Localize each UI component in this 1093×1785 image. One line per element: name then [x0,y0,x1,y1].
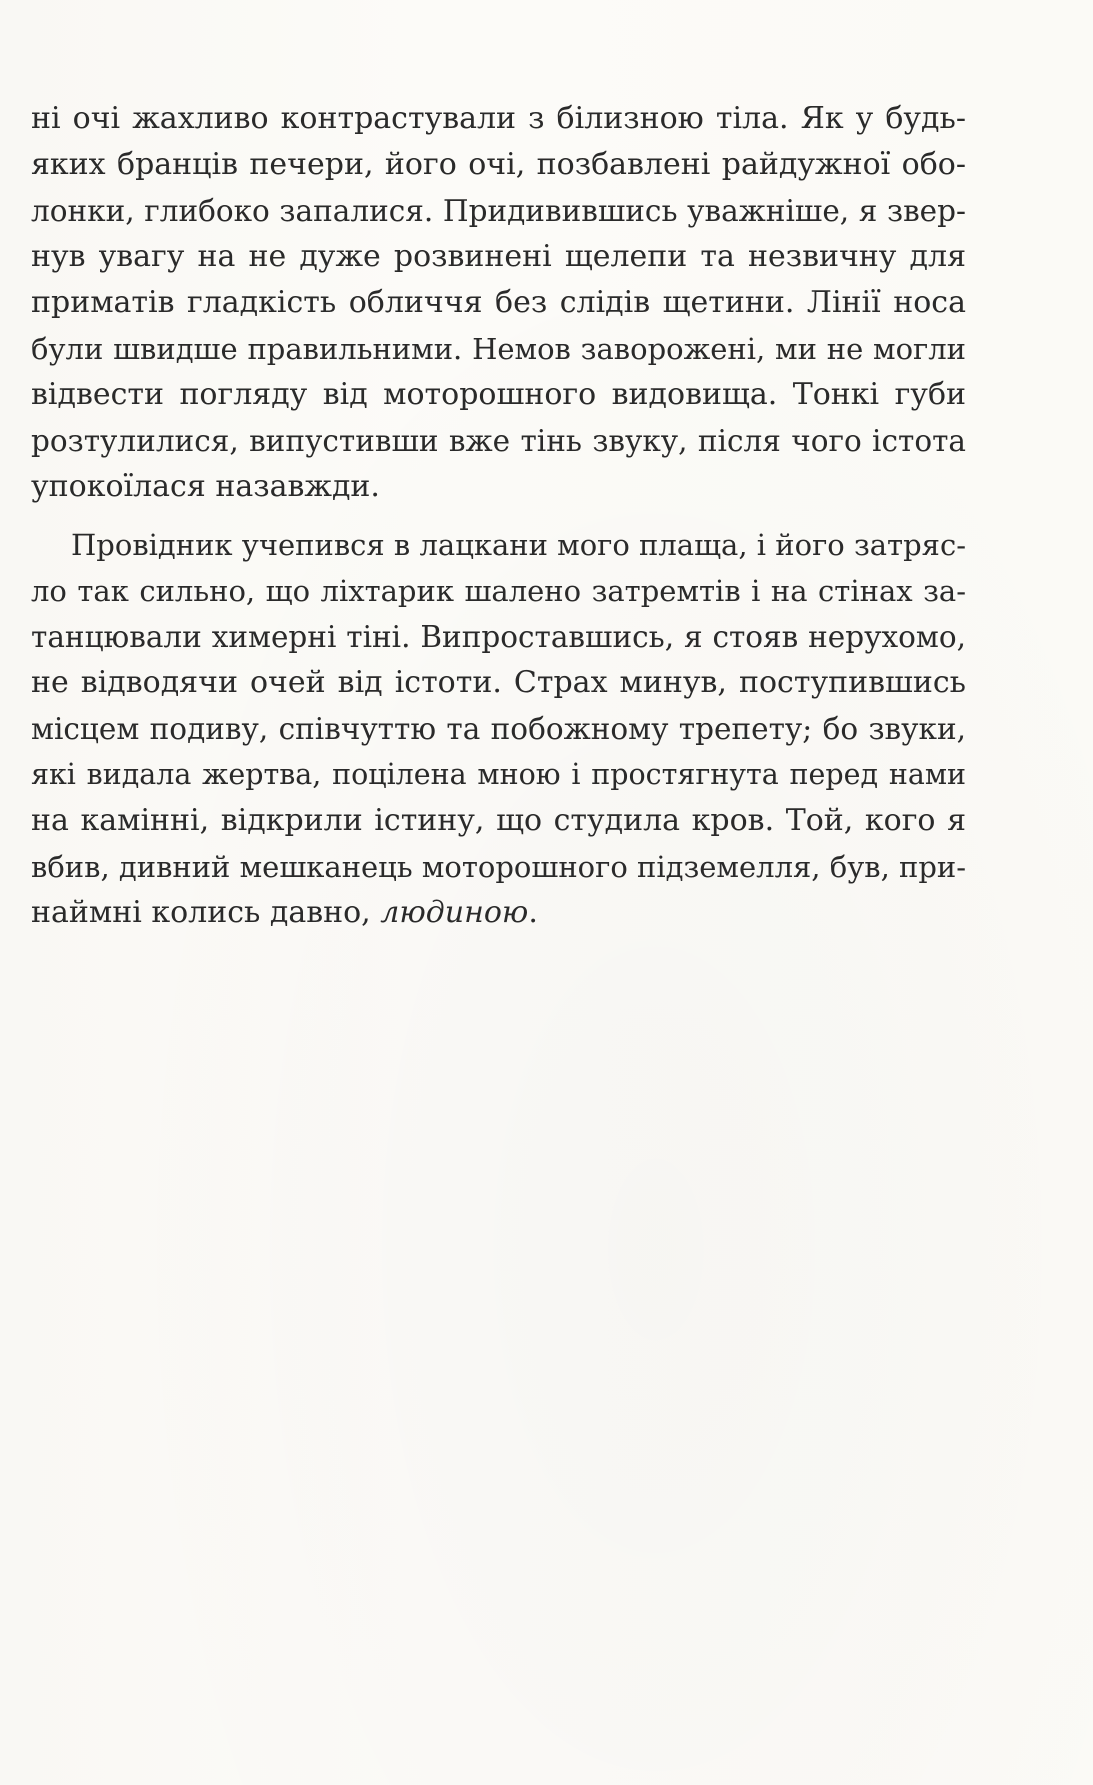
paragraph-2 [31,522,966,936]
emphasis-text: людиною [380,895,529,930]
body-text [31,96,966,936]
text-line: лонки, глибоко запалися. Придивившись уважніше, я звер- [31,194,966,228]
text-line: відвести погляду від моторошного видовища. Тонкі губи [31,377,966,412]
text-line: упокоїлася назавжди. [31,469,380,504]
text-line: приматів гладкість обличчя без слідів щетини. Лінії носа [31,285,966,320]
paragraph-1 [31,96,966,510]
text-line: на камінні, відкрили істину, що студила кров. Той, кого я [31,803,966,838]
text-line: місцем подиву, співчуттю та побожному трепету; бо звуки, [31,712,966,746]
text-line: ні очі жахливо контрастували з білизною тіла. Як у будь- [31,101,966,136]
text-line: які видала жертва, поцілена мною і простягнута перед нами [31,758,966,791]
text-line: ло так сильно, що ліхтарик шалено затремтів і на стінах за- [31,574,966,608]
text-line: були швидше правильними. Немов заворожені, ми не могли [31,332,966,366]
text-line: розтулилися, випустивши вже тінь звуку, після чого істота [31,424,966,458]
text-line: вбив, дивний мешканець моторошного підземелля, був, при- [31,850,967,884]
final-line-text: наймні колись давно, [31,895,381,930]
final-line-end: . [528,895,538,930]
text-line: танцювали химерні тіні. Випроставшись, я стояв нерухомо, [31,620,966,654]
text-line-final [31,890,966,936]
text-line: нув увагу на не дуже розвинені щелепи та незвичну для [31,239,966,274]
text-line: яких бранців печери, його очі, позбавлені райдужної обо- [31,147,966,182]
text-line: не відводячи очей від істоти. Страх минув, поступившись [31,665,966,700]
text-line: Провідник учепився в лацкани мого плаща, і його затряс- [71,528,966,562]
